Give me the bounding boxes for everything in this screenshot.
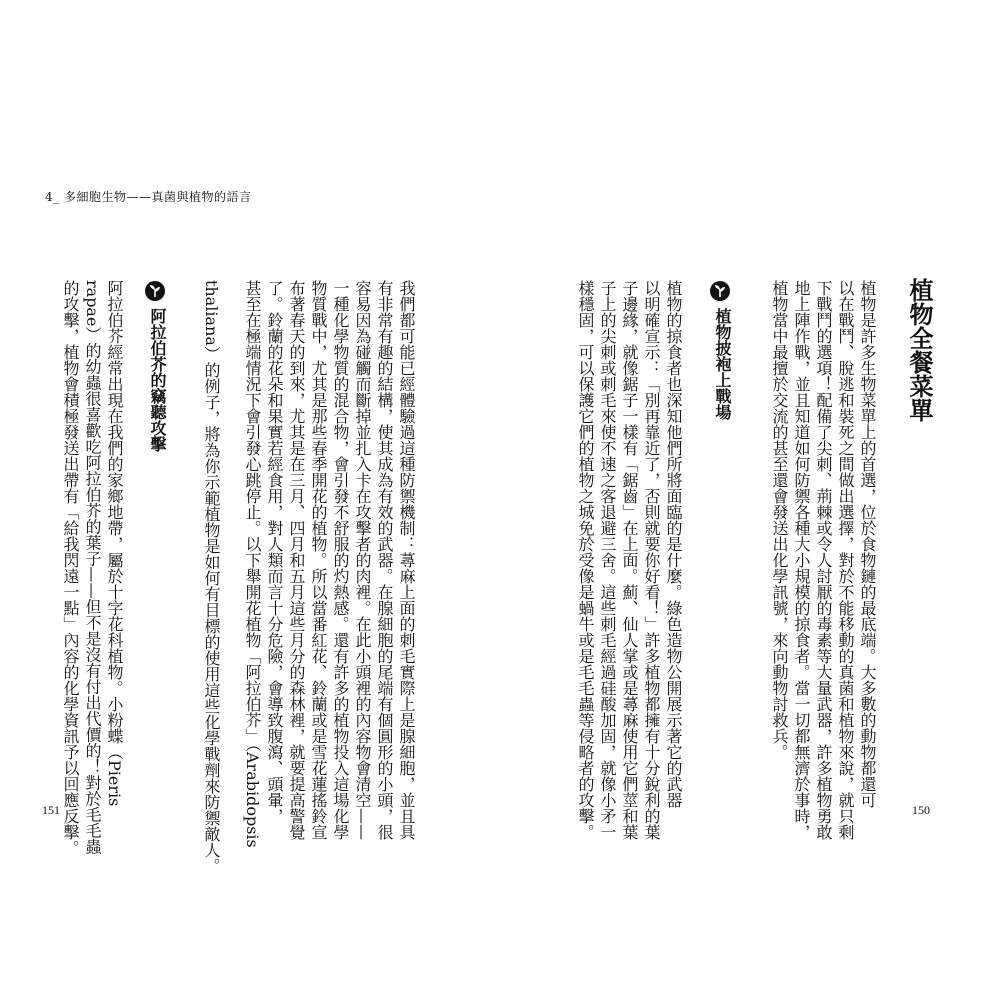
leaf-sprout-icon	[709, 280, 731, 302]
left-section-line: rapae）的幼蟲很喜歡吃阿拉伯芥的葉子——但不是沒有付出代價的！對於毛毛蟲	[83, 280, 102, 855]
left-body-line: 容易因為碰觸而斷掉並扎入卡在攻擊者的肉裡。在此小頭裡的內容物會清空——	[353, 280, 372, 840]
right-intro-line: 植物是許多生物菜單上的首選，位於食物鏈的最底端。大多數的動物都還可	[858, 280, 877, 808]
running-header: 4_ 多細胞生物——真菌與植物的語言	[45, 190, 252, 204]
left-body-line: 我們都可能已經體驗過這種防禦機制：蕁麻上面的刺毛實際上是腺細胞，並且具	[397, 280, 416, 840]
right-section-line: 子邊緣，就像鋸子一樣有「鋸齒」在上面。薊、仙人掌或是蕁麻使用它們莖和葉	[620, 280, 639, 840]
section-title: 阿拉伯芥的竊聽攻擊	[148, 308, 167, 452]
right-intro-line: 下戰鬥的選項！配備了尖刺、荊棘或令人討厭的毒素等大量武器，許多植物勇敢	[814, 280, 833, 840]
right-section-line: 子上的尖刺或刺毛來使不速之客退避三舍。這些刺毛經過硅酸加固，就像小矛一	[598, 280, 617, 840]
section-title: 植物披袍上戰場	[713, 308, 732, 420]
left-body-line: 了。鈴蘭的花朵和果實若經食用，對人類而言十分危險，會導致腹瀉、頭暈，	[265, 280, 284, 824]
left-body-line: 有非常有趣的結構，使其成為有效的武器。在腺細胞的尾端有個圓形的小頭，很	[375, 280, 394, 840]
left-section-line: 阿拉伯芥經常出現在我們的家鄉地帶，屬於十字花科植物。小粉蝶（Pieris	[105, 280, 124, 807]
right-intro-line: 地上陣作戰，並且知道如何防禦各種大小規模的掠食者。當一切都無濟於事時，	[792, 280, 811, 840]
chapter-title: 植物全餐菜單	[905, 278, 933, 422]
page-number-left: 151	[42, 803, 60, 817]
left-body-line: 物質戰中，尤其是那些春季開花的植物。所以當番紅花、鈴蘭或是雪花蓮搖鈴宣	[309, 280, 328, 840]
right-section-line: 樣穩固，可以保護它們的植物之城免於受像是蝸牛或是毛毛蟲等侵略者的攻擊。	[576, 280, 595, 840]
left-body-line: 一種化學物質的混合物，會引發不舒服的灼熱感。還有許多的植物投入這場化學	[331, 280, 350, 840]
right-intro-line: 以在戰鬥、脫逃和裝死之間做出選擇，對於不能移動的真菌和植物來說，就只剩	[836, 280, 855, 840]
left-section-line: 的攻擊，植物會積極發送出帶有「給我閃遠一點」內容的化學資訊予以回應反擊。	[61, 280, 80, 856]
right-intro-line: 植物當中最擅於交流的甚至還會發送出化學訊號，來向動物討救兵。	[770, 280, 789, 760]
right-section-line: 植物的掠食者也深知他們所將面臨的是什麼。綠色造物公開展示著它的武器	[664, 280, 683, 808]
left-body-line: 布著春天的到來，尤其是在三月、四月和五月這些月分的森林裡，就要提高警覺	[287, 280, 306, 840]
left-body-line: 甚至在極端情況下會引發心跳停止。以下舉開花植物「阿拉伯芥」（Arabidopsis	[243, 280, 262, 848]
leaf-sprout-icon	[144, 280, 166, 302]
left-body-line: thaliana）的例子，將為你示範植物是如何有目標的使用這些化學戰劑來防禦敵人。	[202, 280, 221, 874]
page-number-right: 150	[912, 803, 930, 817]
right-section-line: 以明確宣示：「別再靠近了，否則就要你好看！」許多植物都擁有十分銳利的葉	[642, 280, 661, 840]
